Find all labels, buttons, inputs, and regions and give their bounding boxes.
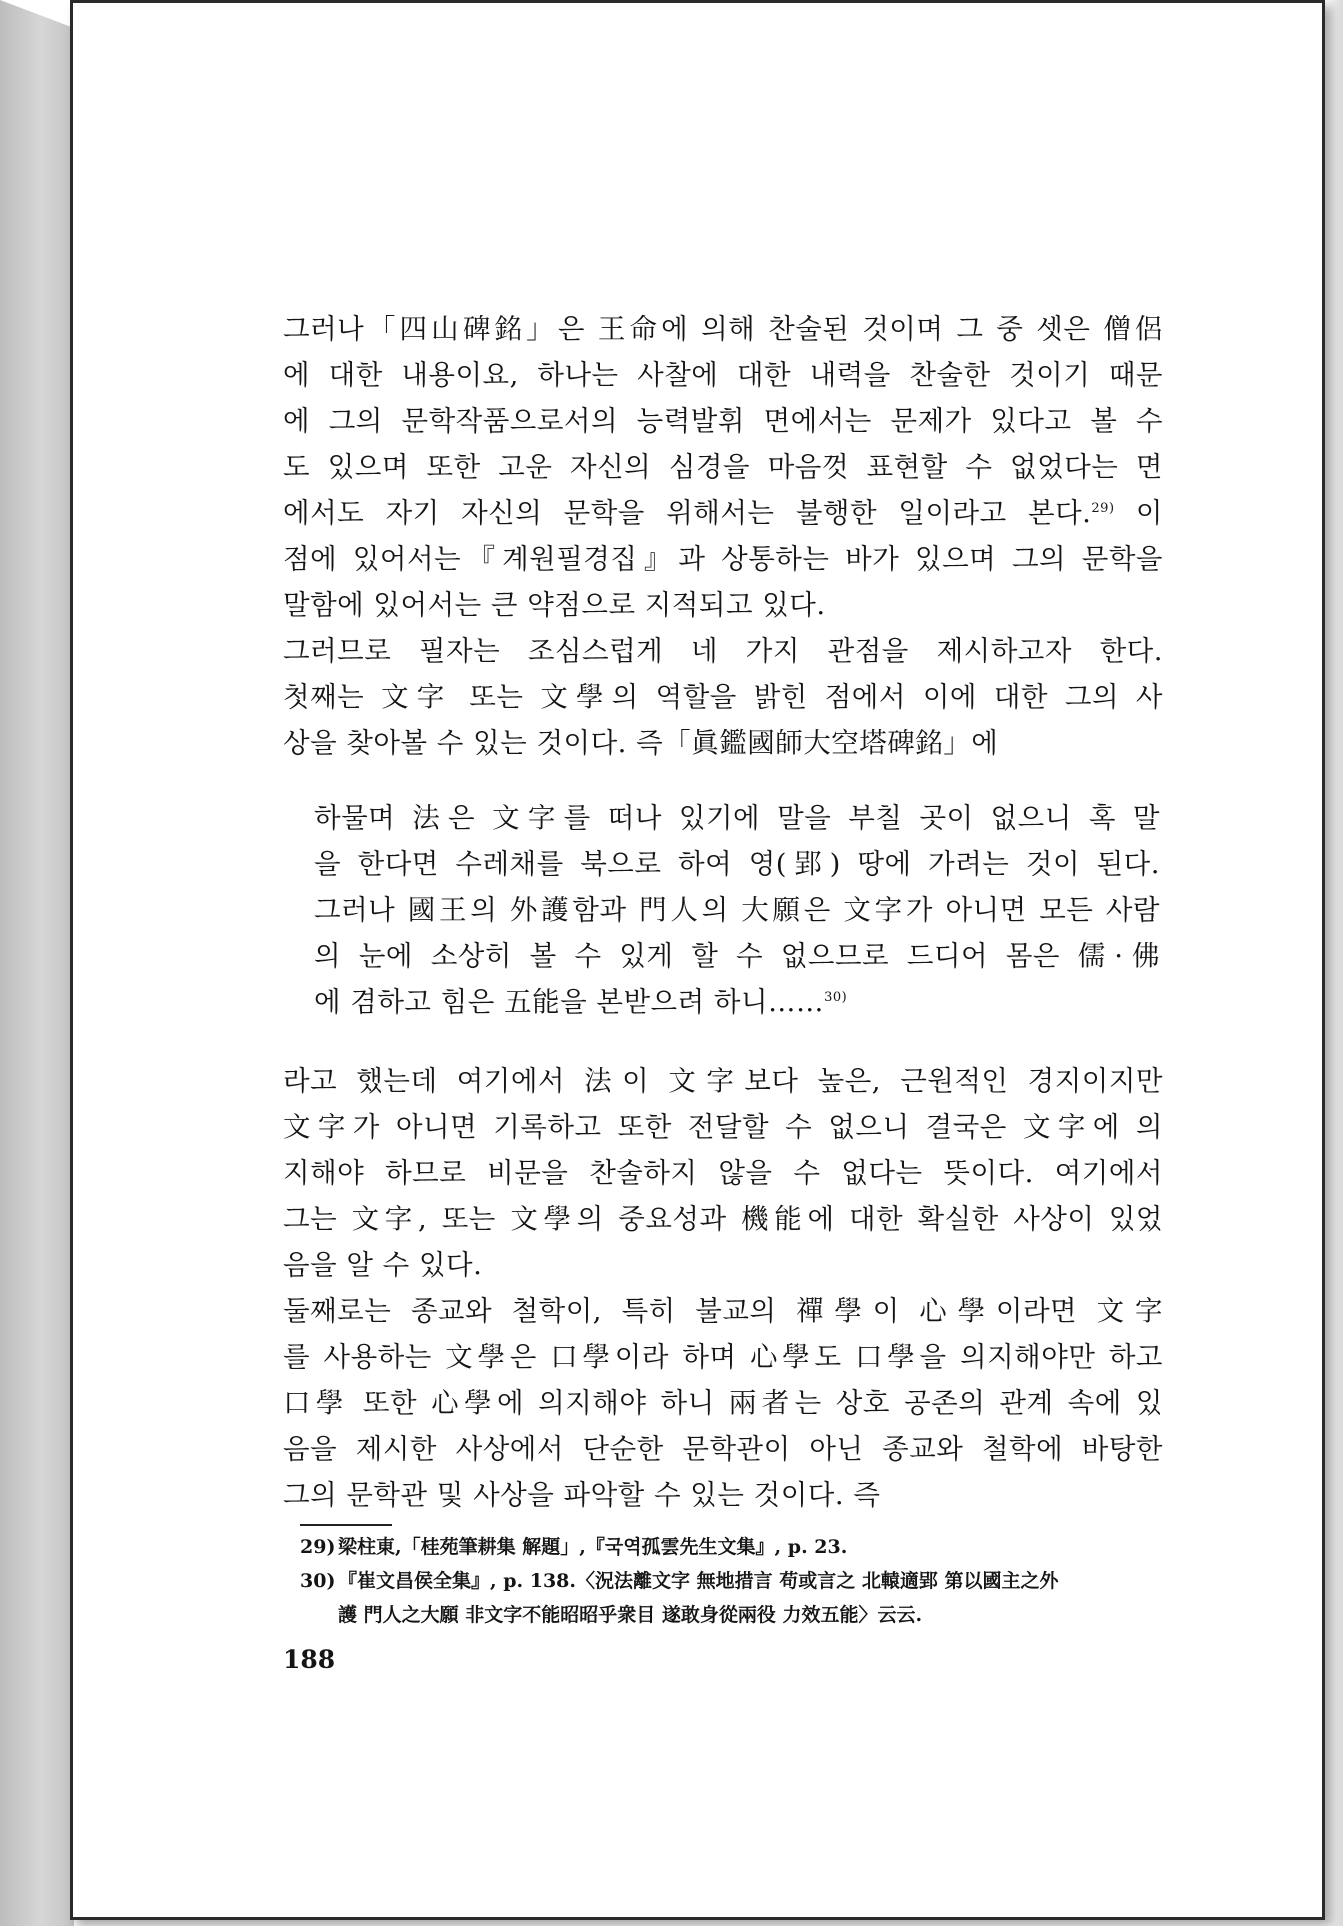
quotation-block [314, 795, 1160, 1025]
body-line-text: 에서도 자기 자신의 문학을 위해서는 불행한 일이라고 본다. [283, 497, 1092, 529]
quote-line: 을 한다면 수레채를 북으로 하여 영(郢) 땅에 가려는 것이 된다. [314, 848, 1160, 880]
body-line: 그러나「四山碑銘」은 王命에 의해 찬술된 것이며 그 중 셋은 僧侶 [283, 313, 1163, 345]
footnote-text [338, 1530, 1162, 1564]
body-line: 라고 했는데 여기에서 法이 文字보다 높은, 근원적인 경지이지만 [283, 1065, 1163, 1097]
footnote-rule [300, 1524, 392, 1526]
footnote-ref-29: 29) [1091, 500, 1115, 516]
body-line: 를 사용하는 文學은 口學이라 하며 心學도 口學을 의지해야만 하고 [283, 1341, 1163, 1373]
body-line: 점에 있어서는『계원필경집』과 상통하는 바가 있으며 그의 문학을 [283, 543, 1163, 575]
footnote-30 [300, 1564, 1162, 1632]
footnote-text [338, 1564, 1162, 1632]
body-line: 말함에 있어서는 큰 약점으로 지적되고 있다. [283, 589, 826, 621]
body-line: 口學 또한 心學에 의지해야 하니 兩者는 상호 공존의 관계 속에 있 [283, 1387, 1163, 1419]
body-line: 그는 文字, 또는 文學의 중요성과 機能에 대한 확실한 사상이 있었 [283, 1203, 1163, 1235]
footnote-ref-30: 30) [824, 989, 848, 1005]
body-line: 지해야 하므로 비문을 찬술하지 않을 수 없다는 뜻이다. 여기에서 [283, 1157, 1163, 1189]
quote-line: 의 눈에 소상히 볼 수 있게 할 수 없으므로 드디어 몸은 儒·佛 [314, 940, 1160, 972]
body-line: 文字가 아니면 기록하고 또한 전달할 수 없으니 결국은 文字에 의 [283, 1111, 1163, 1143]
footnotes [300, 1530, 1162, 1632]
footnote-number: 30) [300, 1570, 336, 1592]
body-line: 그러므로 필자는 조심스럽게 네 가지 관점을 제시하고자 한다. [283, 635, 1163, 667]
quote-line: 하물며 法은 文字를 떠나 있기에 말을 부칠 곳이 없으니 혹 말 [314, 802, 1160, 834]
body-line: 음을 제시한 사상에서 단순한 문학관이 아닌 종교와 철학에 바탕한 [283, 1433, 1163, 1465]
quote-line [314, 979, 1160, 1025]
body-line: 둘째로는 종교와 철학이, 특히 불교의 禪學이 心學이라면 文字 [283, 1295, 1163, 1327]
body-line: 음을 알 수 있다. [283, 1249, 483, 1281]
footnote-line: 護 門人之大願 非文字不能昭昭乎衆目 遂敢身從兩役 力效五能〉云云. [338, 1604, 923, 1626]
body-line: 도 있으며 또한 고운 자신의 심경을 마음껏 표현할 수 없었다는 면 [283, 451, 1163, 483]
body-line-with-note [283, 490, 1163, 536]
page-number: 188 [283, 1645, 336, 1674]
footnote-line: 『崔文昌侯全集』, p. 138.〈況法離文字 無地措言 苟或言之 北轅適郢 第以國主之外 [338, 1570, 1059, 1592]
book-edge [0, 0, 74, 1926]
page-shadow [1325, 0, 1343, 1926]
quote-line: 그러나 國王의 外護함과 門人의 大願은 文字가 아니면 모든 사람 [314, 894, 1160, 926]
body-line: 에 대한 내용이요, 하나는 사찰에 대한 내력을 찬술한 것이기 때문 [283, 359, 1163, 391]
quote-line-text: 에 겸하고 힘은 五能을 본받으려 하니…… [314, 986, 825, 1018]
body-text-bottom [283, 1058, 1163, 1518]
footnote-line: 梁柱東,「桂苑筆耕集 解題」,『국역孤雲先生文集』, p. 23. [338, 1536, 848, 1558]
footnote-29 [300, 1530, 1162, 1564]
body-line-tail: 이 [1135, 497, 1163, 529]
body-line: 그의 문학관 및 사상을 파악할 수 있는 것이다. 즉 [283, 1479, 881, 1511]
footnote-number: 29) [300, 1536, 336, 1558]
body-line: 에 그의 문학작품으로서의 능력발휘 면에서는 문제가 있다고 볼 수 [283, 405, 1163, 437]
body-line: 상을 찾아볼 수 있는 것이다. 즉「眞鑑國師大空塔碑銘」에 [283, 727, 999, 759]
body-line: 첫째는 文字 또는 文學의 역할을 밝힌 점에서 이에 대한 그의 사 [283, 681, 1163, 713]
body-text-top [283, 306, 1163, 766]
